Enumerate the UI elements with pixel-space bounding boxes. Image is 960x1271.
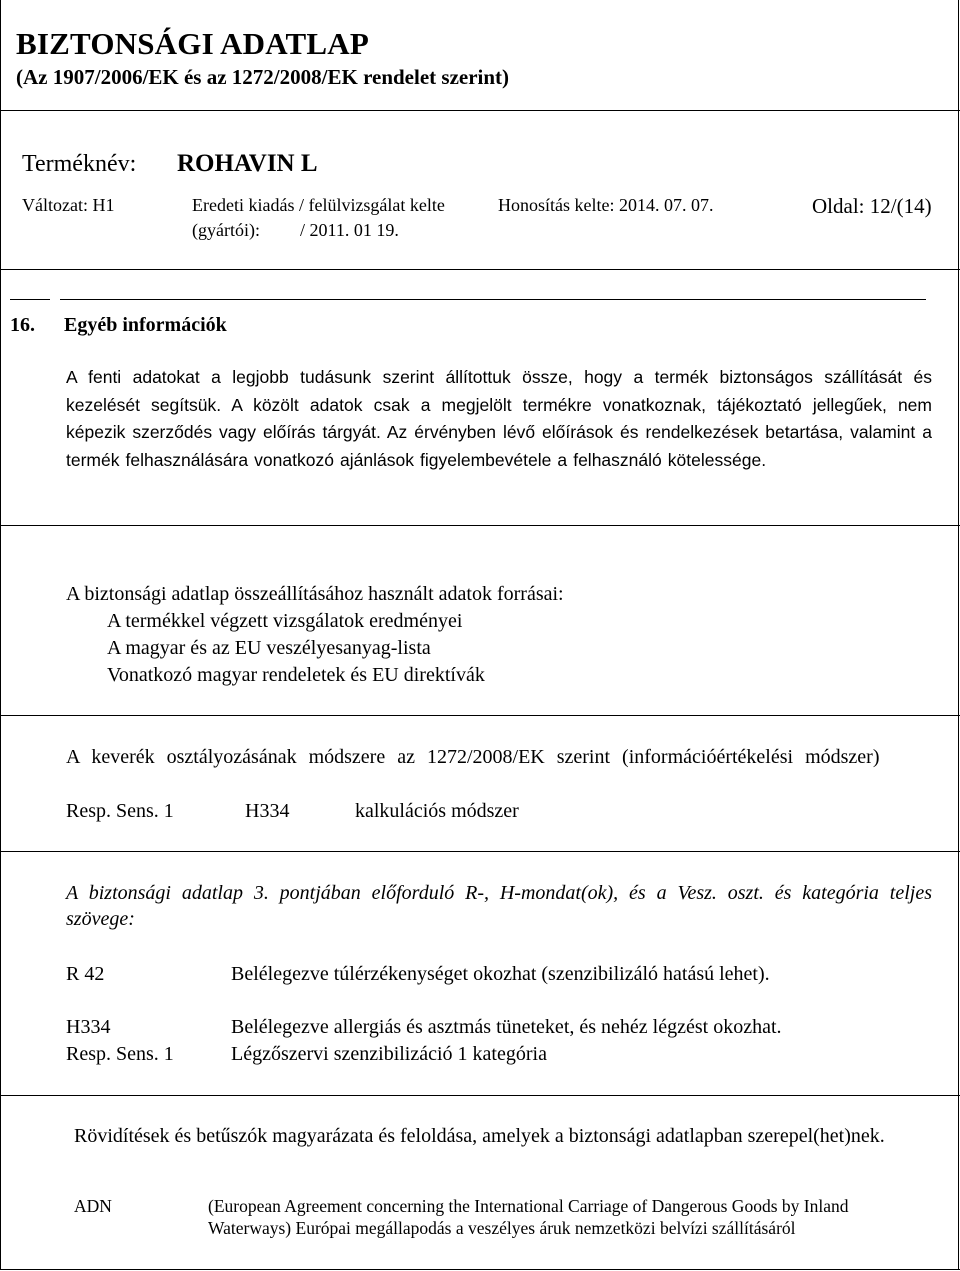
- abbrev-definition: Waterways) Európai megállapodás a veszélyes áruk nemzetközi belvízi szállításáról: [208, 1218, 796, 1238]
- product-name: ROHAVIN L: [177, 150, 318, 177]
- sources-item: Vonatkozó magyar rendeletek és EU direktívák: [107, 664, 485, 686]
- document-title: BIZTONSÁGI ADATLAP: [16, 26, 370, 61]
- issue-label: Eredeti kiadás / felülvizsgálat kelte: [192, 195, 445, 215]
- box-divider-1: [0, 525, 960, 526]
- phrase-code: Resp. Sens. 1: [66, 1043, 174, 1065]
- sources-intro: A biztonsági adatlap összeállításához használt adatok forrásai:: [66, 583, 564, 605]
- phrase-text: Belélegezve túlérzékenységet okozhat (szenzibilizáló hatású lehet).: [231, 963, 770, 985]
- issue-label-2: (gyártói):: [192, 220, 260, 240]
- phrase-text: Légzőszervi szenzibilizáció 1 kategória: [231, 1043, 547, 1065]
- abbrev-intro: Rövidítések és betűszók magyarázata és feloldása, amelyek a biztonsági adatlapban szerepel(het)nek.: [74, 1125, 885, 1147]
- section-number: 16.: [10, 314, 35, 336]
- phrase-code: H334: [66, 1016, 111, 1038]
- phrases-intro: A biztonsági adatlap 3. pontjában előforduló R-, H-mondat(ok), és a Vesz. oszt. és kategória teljes szövege:: [66, 882, 932, 930]
- box-divider-4: [0, 1095, 960, 1096]
- box-divider-3: [0, 851, 960, 852]
- version: Változat: H1: [22, 195, 115, 215]
- classification-method: kalkulációs módszer: [355, 800, 519, 822]
- classification-code: H334: [245, 800, 290, 822]
- document-subtitle: (Az 1907/2006/EK és az 1272/2008/EK rendelet szerint): [16, 65, 510, 89]
- heading-rule-long: [60, 299, 926, 300]
- page-bottom-border: [0, 1269, 960, 1270]
- abbrev-term: ADN: [74, 1196, 112, 1216]
- classification-class: Resp. Sens. 1: [66, 800, 174, 822]
- phrase-code: R 42: [66, 963, 105, 985]
- page-number: Oldal: 12/(14): [812, 194, 932, 218]
- product-label: Terméknév:: [22, 151, 137, 177]
- sources-item: A magyar és az EU veszélyesanyag-lista: [107, 637, 431, 659]
- header-divider-2: [0, 269, 960, 270]
- section-16-paragraph: A fenti adatokat a legjobb tudásunk szerint állítottuk össze, hogy a termék biztonságos szállítását és kezelését segítsük. A közölt adatok csak a megjelölt termékre vonatkoznak, tájékoztató jellegűek, nem képezik szerződés vagy előírás tárgyát. Az érvényben lévő előírások és rendelkezések betartása, valamint a termék felhasználására vonatkozó ajánlások figyelembevétele a felhasználó kötelessége.: [66, 367, 932, 470]
- header-divider: [0, 110, 960, 111]
- section-heading: Egyéb információk: [64, 314, 227, 336]
- issue-date: / 2011. 01 19.: [300, 220, 399, 240]
- phrase-text: Belélegezve allergiás és asztmás tüneteket, és nehéz légzést okozhat.: [231, 1016, 782, 1038]
- abbrev-definition: (European Agreement concerning the International Carriage of Dangerous Goods by Inland: [208, 1196, 849, 1216]
- classification-text: A keverék osztályozásának módszere az 1272/2008/EK szerint (információértékelési módszer): [66, 746, 880, 768]
- heading-rule-short: [10, 299, 50, 300]
- sources-item: A termékkel végzett vizsgálatok eredményei: [107, 610, 463, 632]
- translation-date: Honosítás kelte: 2014. 07. 07.: [498, 195, 714, 215]
- box-divider-2: [0, 715, 960, 716]
